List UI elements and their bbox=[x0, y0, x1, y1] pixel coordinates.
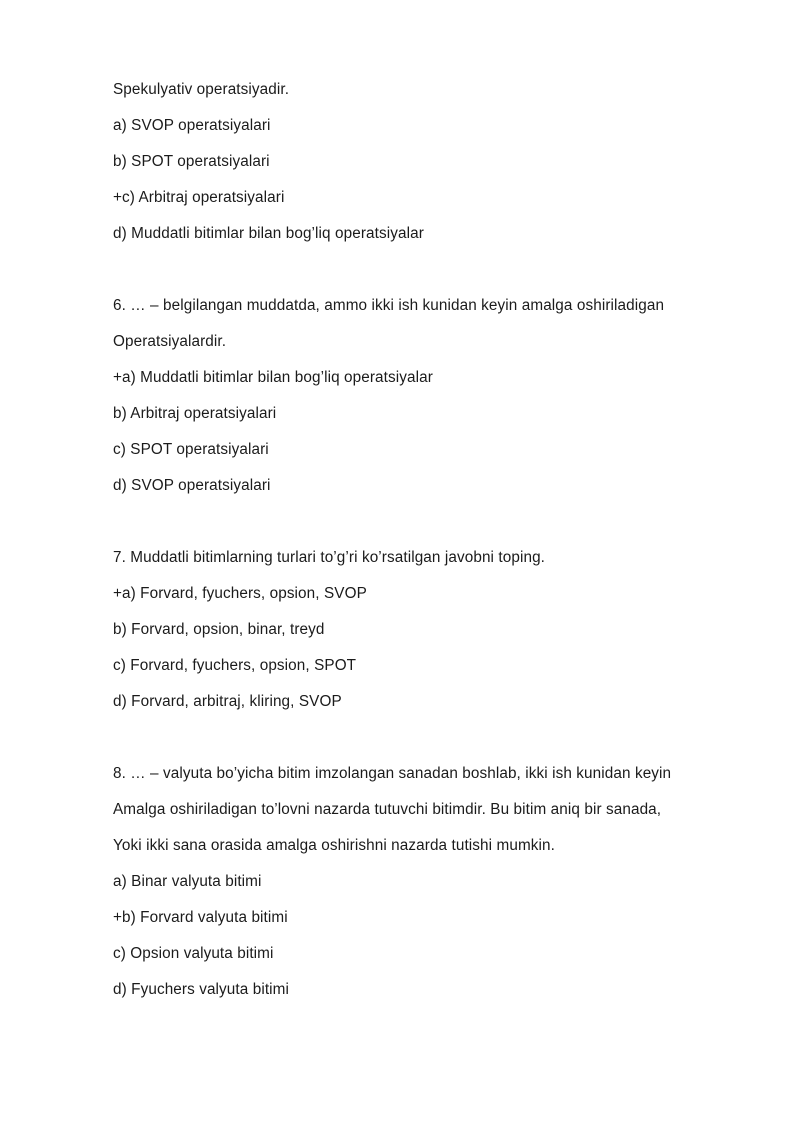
answer-option-b: b) SPOT operatsiyalari bbox=[113, 153, 270, 170]
document-body bbox=[113, 72, 733, 1008]
question-stem: Spekulyativ operatsiyadir. bbox=[113, 81, 290, 98]
question-stem: 7. Muddatli bitimlarning turlari to’g’ri ko’rsatilgan javobni toping. bbox=[113, 549, 546, 566]
answer-option-a: +a) Forvard, fyuchers, opsion, SVOP bbox=[113, 585, 367, 602]
answer-option-d: d) Forvard, arbitraj, kliring, SVOP bbox=[113, 693, 342, 710]
question-stem-line-2: Amalga oshiriladigan to’lovni nazarda tutuvchi bitimdir. Bu bitim aniq bir sanada, bbox=[113, 801, 662, 818]
question-block-6 bbox=[113, 288, 733, 504]
question-stem-line-3: Yoki ikki sana orasida amalga oshirishni nazarda tutishi mumkin. bbox=[113, 837, 556, 854]
answer-option-d: d) SVOP operatsiyalari bbox=[113, 477, 271, 494]
question-block-partial-q5 bbox=[113, 72, 733, 252]
answer-option-b: b) Arbitraj operatsiyalari bbox=[113, 405, 277, 422]
answer-option-b: b) Forvard, opsion, binar, treyd bbox=[113, 621, 325, 638]
answer-option-c: +c) Arbitraj operatsiyalari bbox=[113, 189, 285, 206]
question-block-7 bbox=[113, 540, 733, 720]
question-block-8 bbox=[113, 756, 733, 1008]
answer-option-a: a) SVOP operatsiyalari bbox=[113, 117, 271, 134]
answer-option-c: c) Forvard, fyuchers, opsion, SPOT bbox=[113, 657, 357, 674]
answer-option-d: d) Fyuchers valyuta bitimi bbox=[113, 981, 290, 998]
answer-option-b: +b) Forvard valyuta bitimi bbox=[113, 909, 288, 926]
answer-option-c: c) Opsion valyuta bitimi bbox=[113, 945, 274, 962]
question-stem-line-1: 8. … – valyuta bo’yicha bitim imzolangan sanadan boshlab, ikki ish kunidan keyin bbox=[113, 765, 672, 782]
answer-option-a: +a) Muddatli bitimlar bilan bog’liq operatsiyalar bbox=[113, 369, 433, 386]
answer-option-d: d) Muddatli bitimlar bilan bog’liq operatsiyalar bbox=[113, 225, 424, 242]
answer-option-c: c) SPOT operatsiyalari bbox=[113, 441, 269, 458]
question-stem-line-1: 6. … – belgilangan muddatda, ammo ikki ish kunidan keyin amalga oshiriladigan bbox=[113, 297, 665, 314]
answer-option-a: a) Binar valyuta bitimi bbox=[113, 873, 262, 890]
question-stem-line-2: Operatsiyalardir. bbox=[113, 333, 227, 350]
